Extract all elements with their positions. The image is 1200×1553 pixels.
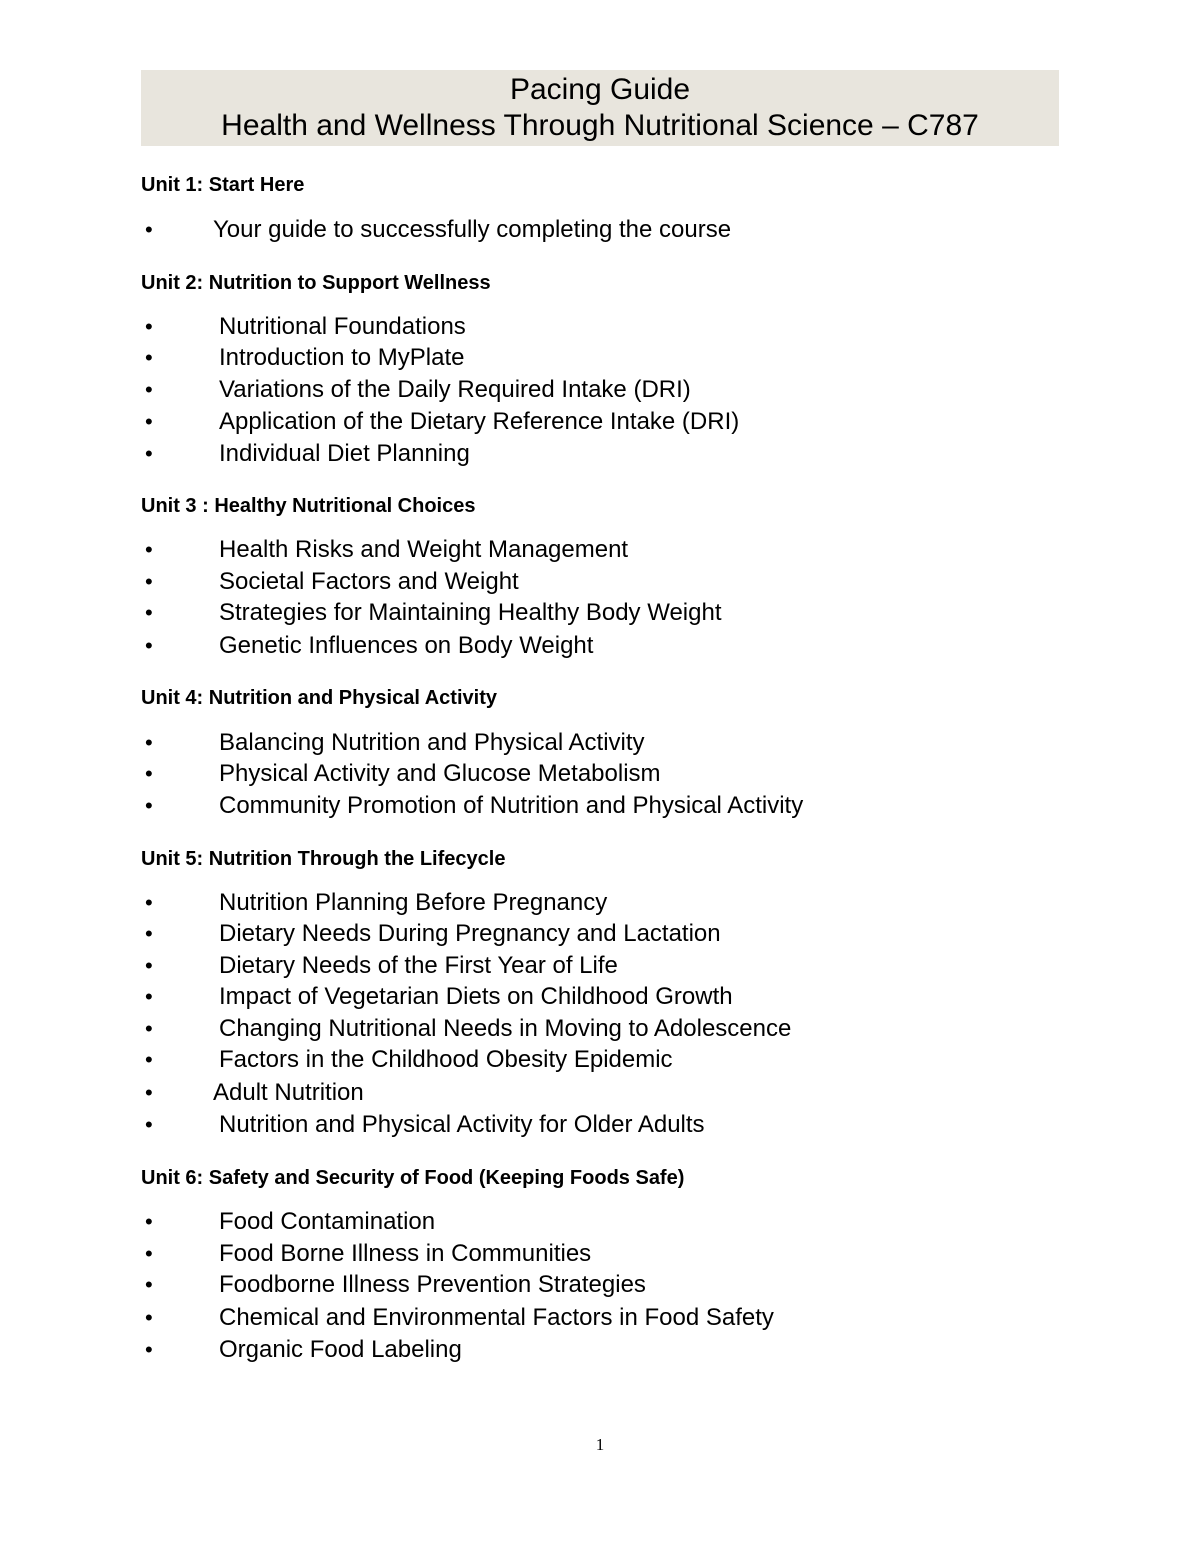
course-title: Health and Wellness Through Nutritional Science – C787 [221,109,979,142]
bullet-icon: • [145,1337,153,1362]
list-item-label: Your guide to successfully completing the course [213,216,732,243]
title-banner [141,70,1059,146]
list-item-label: Community Promotion of Nutrition and Physical Activity [219,792,804,819]
list-item-label: Health Risks and Weight Management [219,536,629,563]
list-item-label: Food Contamination [219,1208,436,1235]
bullet-icon: • [145,377,153,402]
page-title: Pacing Guide [509,73,691,106]
bullet-icon: • [145,793,153,818]
list-item-label: Nutrition Planning Before Pregnancy [219,889,608,916]
list-item-label: Adult Nutrition [213,1079,364,1106]
list-item-label: Genetic Influences on Body Weight [219,632,594,659]
bullet-icon: • [145,1016,153,1041]
list-item-label: Chemical and Environmental Factors in Food Safety [219,1304,774,1331]
bullet-icon: • [145,345,153,370]
list-item-label: Application of the Dietary Reference Intake (DRI) [219,408,740,435]
list-item-label: Nutrition and Physical Activity for Older Adults [219,1111,705,1138]
list-item-label: Nutritional Foundations [219,313,466,340]
bullet-icon: • [145,569,153,594]
list-item-label: Variations of the Daily Required Intake (DRI) [219,376,691,403]
bullet-icon: • [145,633,153,658]
unit-heading: Unit 5: Nutrition Through the Lifecycle [141,848,506,870]
bullet-icon: • [145,984,153,1009]
bullet-icon: • [145,730,153,755]
list-item-label: Impact of Vegetarian Diets on Childhood Growth [219,983,733,1010]
bullet-icon: • [145,1272,153,1297]
list-item-label: Food Borne Illness in Communities [219,1240,592,1267]
unit-heading: Unit 6: Safety and Security of Food (Keeping Foods Safe) [141,1167,685,1189]
bullet-icon: • [145,1112,153,1137]
bullet-icon: • [145,890,153,915]
bullet-icon: • [145,1047,153,1072]
list-item-label: Dietary Needs During Pregnancy and Lactation [219,920,721,947]
list-item-label: Foodborne Illness Prevention Strategies [219,1271,646,1298]
bullet-icon: • [145,1209,153,1234]
bullet-icon: • [145,217,153,242]
list-item-label: Changing Nutritional Needs in Moving to Adolescence [219,1015,792,1042]
list-item-label: Dietary Needs of the First Year of Life [219,952,618,979]
bullet-icon: • [145,441,153,466]
bullet-icon: • [145,600,153,625]
bullet-icon: • [145,1241,153,1266]
bullet-icon: • [145,537,153,562]
bullet-icon: • [145,921,153,946]
list-item-label: Balancing Nutrition and Physical Activity [219,729,645,756]
unit-heading: Unit 3 : Healthy Nutritional Choices [141,495,476,517]
unit-heading: Unit 2: Nutrition to Support Wellness [141,272,491,294]
list-item-label: Factors in the Childhood Obesity Epidemic [219,1046,673,1073]
unit-heading: Unit 1: Start Here [141,174,305,196]
bullet-icon: • [145,1305,153,1330]
list-item-label: Societal Factors and Weight [219,568,519,595]
list-item-label: Introduction to MyPlate [219,344,465,371]
list-item-label: Individual Diet Planning [219,440,470,467]
list-item-label: Strategies for Maintaining Healthy Body Weight [219,599,722,626]
list-item-label: Organic Food Labeling [219,1336,462,1363]
bullet-icon: • [145,314,153,339]
page-number: 1 [595,1435,605,1454]
bullet-icon: • [145,409,153,434]
bullet-icon: • [145,1080,153,1105]
unit-heading: Unit 4: Nutrition and Physical Activity [141,687,497,709]
list-item-label: Physical Activity and Glucose Metabolism [219,760,661,787]
bullet-icon: • [145,953,153,978]
bullet-icon: • [145,761,153,786]
